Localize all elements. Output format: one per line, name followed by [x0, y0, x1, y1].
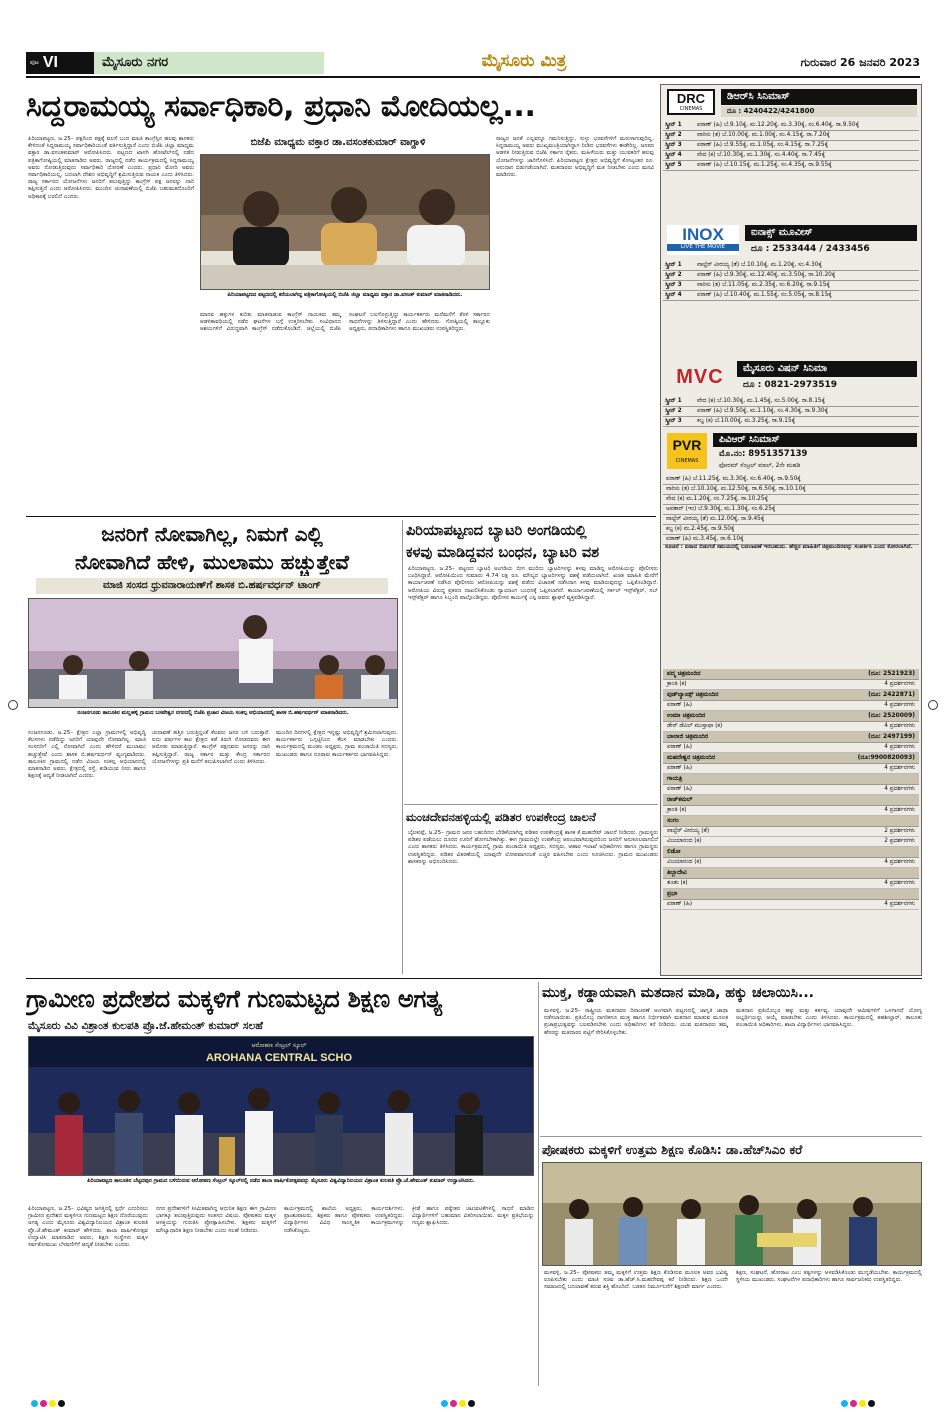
inox-schedule [663, 261, 919, 301]
pvr-row: ಕಬ್ಜ (ಕ) ಮ.2.45ಕ್ಕೆ, ರಾ.9.50ಕ್ಕೆ [663, 525, 919, 535]
page-label: ಪುಟ [30, 59, 39, 66]
theatre-header: ಪ್ರಭಾ [663, 889, 919, 900]
pvr-phone: ಮೊ.ನಂ: 8951357139 [719, 449, 808, 459]
issue-date: ಗುರುವಾರ 26 ಜನವರಿ 2023 [800, 56, 920, 69]
pvr-row: ಅವತಾರ್ (ಇಂ) ಬೆ.9.30ಕ್ಕೆ, ಮ.1.30ಕ್ಕೆ, ಸಂ.6.25ಕ್ಕೆ [663, 505, 919, 515]
inox-row: ಸ್ಕ್ರೀನ್ 4 ಪಠಾಣ್ (ಹಿ) ಬೆ.10.40ಕ್ಕೆ, ಮ.1.55ಕ್ಕೆ, ಸಂ.5.05ಕ್ಕೆ, ರಾ.8.15ಕ್ಕೆ [663, 291, 919, 301]
story1-body-right: ರಾಜ್ಯದ ಜನತೆ ಎಲ್ಲವನ್ನೂ ಗಮನಿಸುತ್ತಿದ್ದು, ಸುಳ್ಳು ಭರವಸೆಗಳಿಗೆ ಮರುಳಾಗುವುದಿಲ್ಲ. ಸಿದ್ದರಾಮಯ್ಯ ಅವರು ಮುಖ್ಯಮಂತ್ರಿಯಾಗಿದ್ದಾಗ ನೀಡಿದ ಭರವಸೆಗಳು ಈಡೇರಿಲ್ಲ. ಜನಪರ ಆಡಳಿತ ನೀಡುತ್ತಿರುವ ಬಿಜೆಪಿ ಸರ್ಕಾರ ರೈತರು, ಮಹಿಳೆಯರು ಮತ್ತು ಯುವಕರಿಗೆ ಹಲವು ಯೋಜನೆಗಳನ್ನು ಜಾರಿಗೊಳಿಸಿದೆ. ಪಿರಿಯಾಪಟ್ಟಣ ಕ್ಷೇತ್ರದ ಅಭಿವೃದ್ಧಿಗೆ ಕೋಟ್ಯಂತರ ರೂ. ಅನುದಾನ ಬಿಡುಗಡೆಯಾಗಿದೆ. ಮತದಾರರು ಅಭಿವೃದ್ಧಿಗೆ ಮತ ನೀಡಬೇಕು ಎಂದು ಮನವಿ ಮಾಡಿದರು. [496, 136, 654, 179]
theatre-row: ಪಠಾಣ್ (ಹಿ) 4 ಪ್ರದರ್ಶನಗಳು [663, 785, 919, 795]
theatre-header: ಪದ್ಮ ಚಿತ್ರಮಂದಿರ (ದೂ: 2521923) [663, 669, 919, 680]
story7-photo-art [543, 1163, 922, 1266]
vertical-divider-bottom [538, 982, 539, 1386]
mvc-row: ಸ್ಕ್ರೀನ್ 1 ವೇದ (ಕ) ಬೆ.10.30ಕ್ಕೆ, ಮ.1.45ಕ್ಕೆ, ಸಂ.5.00ಕ್ಕೆ, ರಾ.8.15ಕ್ಕೆ [663, 397, 919, 407]
inox-logo-text: INOX [682, 225, 724, 244]
pvr-logo-sub: CINEMAS [675, 458, 699, 464]
theatre-header: ತಿಬ್ಬಾದೇವಿ [663, 868, 919, 879]
divider-1 [26, 516, 656, 517]
story7-body-b: ಶಿಕ್ಷಣ, ಸಂಘಟನೆ, ಹೋರಾಟ ಎಂಬ ತತ್ವಗಳನ್ನು ಅಳವಡಿಸಿಕೊಂಡು ಮುನ್ನಡೆಯಬೇಕು. ಕಾರ್ಯಕ್ರಮದಲ್ಲಿ ಸ್ಥಳೀಯ ಮುಖಂಡರು, ಸಂಘಟನೆಗಳ ಪದಾಧಿಕಾರಿಗಳು ಹಾಗೂ ಸಾರ್ವಜನಿಕರು ಉಪಸ್ಥಿತರಿದ್ದರು. [736, 1270, 922, 1284]
theatre-header: ರಾಜ್‌ಕಮಲ್ [663, 795, 919, 806]
theatre-row: ಕ್ರಾಂತಿ (ಕ) 4 ಪ್ರದರ್ಶನಗಳು [663, 680, 919, 690]
color-bar-center [440, 1400, 476, 1410]
pvr-row: ವೇದ (ಕ) ಮ.1.20ಕ್ಕೆ, ಸಂ.7.25ಕ್ಕೆ, ರಾ.10.25ಕ್ಕೆ [663, 495, 919, 505]
theatre-row: ಪಠಾಣ್ (ಹಿ) 4 ಪ್ರದರ್ಶನಗಳು [663, 701, 919, 711]
drc-phone: ದೂ : 4240422/4241800 [721, 106, 917, 117]
drc-row: ಸ್ಕ್ರೀನ್ 4 ವೇದ (ಕ) ಬೆ.10.30ಕ್ಕೆ, ಮ.1.30ಕ್ಕೆ, ಸಂ.4.40ಕ್ಕೆ, ರಾ.7.45ಕ್ಕೆ [663, 151, 919, 161]
theatre-row: ವಿಜಯಾನಂದ (ಕ) 2 ಪ್ರದರ್ಶನಗಳು [663, 837, 919, 847]
story2-photo-art [29, 599, 398, 708]
registration-dot-yellow [459, 1400, 466, 1407]
story5-body-d: ಕ್ರೀಡೆ ಹಾಗೂ ಪಠ್ಯೇತರ ಚಟುವಟಿಕೆಗಳಲ್ಲಿ ಸಾಧನೆ ಮಾಡಿದ ವಿದ್ಯಾರ್ಥಿಗಳಿಗೆ ಬಹುಮಾನ ವಿತರಿಸಲಾಯಿತು. ಮಕ್ಕಳ ಪ್ರತಿಭೆಯನ್ನು ಗಣ್ಯರು ಶ್ಲಾಘಿಸಿದರು. [412, 1206, 534, 1227]
cinema-panel [660, 84, 922, 976]
story5-caption: ಪಿರಿಯಾಪಟ್ಟಣ ತಾಲೂಕಿನ ಬೆಟ್ಟದಪುರ ಗ್ರಾಮದ ಬಳಿಯಿರುವ ಆರೋಹಣ ಸೆಂಟ್ರಲ್ ಸ್ಕೂಲ್‌ನಲ್ಲಿ ನಡೆದ ಶಾಲಾ ವಾರ್ಷಿಕೋತ್ಸವವನ್ನು ಮೈಸೂರು ವಿಶ್ವವಿದ್ಯಾನಿಲಯದ ವಿಶ್ರಾಂತ ಕುಲಪತಿ ಪ್ರೊ.ಜೆ.ಹೇಮಂತ್ ಕುಮಾರ್ ಉದ್ಘಾಟಿಸಿದರು. [87, 1178, 475, 1184]
school-sign-small: ಆರೋಹಣ ಸೆಂಟ್ರಲ್ ಸ್ಕೂಲ್ [251, 1042, 307, 1049]
pvr-note: ಸೂಚನೆ : ಏನಾದ ಬಿಡುಗಡೆ ಸಮಯದಲ್ಲಿ ಬದಲಾವಣೆ ಇರಬಹುದು. ಹೆಚ್ಚಿನ ಮಾಹಿತಿಗೆ ಚಿತ್ರಮಂದಿರವನ್ನು ಸಂಪರ್ಕಿಸಿ ಎಂದು ಕೋರಲಾಗಿದೆ. [665, 544, 913, 550]
registration-dot-cyan [441, 1400, 448, 1407]
pvr-row: ಪಠಾಣ್ (ಹಿ) ಬೆ.11.25ಕ್ಕೆ, ಮ.3.30ಕ್ಕೆ, ಸಂ.6.40ಕ್ಕೆ, ರಾ.9.50ಕ್ಕೆ [663, 475, 919, 485]
theatre-row: ವಿಜಯಾನಂದ (ಕ) 4 ಪ್ರದರ್ಶನಗಳು [663, 858, 919, 868]
story5-subhead: ಮೈಸೂರು ವಿವಿ ವಿಶ್ರಾಂತ ಕುಲಪತಿ ಪ್ರೊ.ಜೆ.ಹೇಮಂತ್ ಕುಮಾರ್ ಸಲಹೆ [28, 1020, 263, 1032]
theatre-header: ಗಾಯತ್ರಿ [663, 774, 919, 785]
divider-story7 [540, 1136, 922, 1137]
drc-row: ಸ್ಕ್ರೀನ್ 3 ಪಠಾಣ್ (ಹಿ) ಬೆ.9.55ಕ್ಕೆ, ಮ.1.05ಕ್ಕೆ, ಸಂ.4.15ಕ್ಕೆ, ರಾ.7.25ಕ್ಕೆ [663, 141, 919, 151]
vertical-divider-mid [402, 520, 403, 974]
mvc-phone: ದೂ : 0821-2973519 [743, 380, 838, 390]
inox-row: ಸ್ಕ್ರೀನ್ 1 ವಾಲ್ಟೆರ್ ವೀರಯ್ಯ (ತೆ) ಬೆ.10.10ಕ್ಕೆ, ಮ.1.20ಕ್ಕೆ, ಸಂ.4.30ಕ್ಕೆ [663, 261, 919, 271]
registration-dot-black [58, 1400, 65, 1407]
story5-headline: ಗ್ರಾಮೀಣ ಪ್ರದೇಶದ ಮಕ್ಕಳಿಗೆ ಗುಣಮಟ್ಟದ ಶಿಕ್ಷಣ ಅಗತ್ಯ [26, 985, 442, 1013]
registration-dot-cyan [841, 1400, 848, 1407]
registration-mark-icon [928, 700, 938, 710]
registration-dot-yellow [49, 1400, 56, 1407]
registration-dot-black [868, 1400, 875, 1407]
registration-dot-magenta [450, 1400, 457, 1407]
theatre-row: ವಾಲ್ಟೆರ್ ವೀರಯ್ಯ (ತೆ) 2 ಪ್ರದರ್ಶನಗಳು [663, 827, 919, 837]
registration-dot-yellow [859, 1400, 866, 1407]
pvr-row: ವಾರಿಸು (ತ) ಬೆ.10.10ಕ್ಕೆ, ಮ.12.50ಕ್ಕೆ, ರಾ.6.50ಕ್ಕೆ, ರಾ.10.10ಕ್ಕೆ [663, 485, 919, 495]
inox-header [663, 223, 919, 259]
page-number: VI [42, 54, 58, 71]
story1-body-left: ಪಿರಿಯಾಪಟ್ಟಣ, ಜ.25– ಪಕ್ಷದಿಂದ ಪಕ್ಷಕ್ಕೆ ವಲಸೆ ಬಂದ ಮಾಜಿ ಕಾಂಗ್ರೆಸ್ಸಿನ ಹಲವು ಶಾಸಕರು ಕೇಳಿದಂತೆ ಸಿದ್ದರಾಮಯ್ಯ ಸರ್ವಾಧಿಕಾರಿಯಂತೆ ವರ್ತಿಸುತ್ತಿದ್ದಾರೆ ಎಂದು ಬಿಜೆಪಿ ಜಿಲ್ಲಾ ಮಾಧ್ಯಮ ವಕ್ತಾರ ಡಾ.ವಸಂತಕುಮಾರ್ ಆರೋಪಿಸಿದರು. ಪಟ್ಟಣದ ಖಾಸಗಿ ಹೋಟೆಲ್‌ನಲ್ಲಿ ನಡೆದ ಪತ್ರಿಕಾಗೋಷ್ಠಿಯಲ್ಲಿ ಮಾತನಾಡಿದ ಅವರು, ರಾಜ್ಯದಲ್ಲಿ ನಡೆದ ಕಾರ್ಯಕ್ರಮದಲ್ಲಿ ಸಿದ್ದರಾಮಯ್ಯ ಅವರು ನೋಡುತ್ತಿರುವುದು ಸರ್ವಾಧಿಕಾರಿ ಧೋರಣೆ ಎಂದರು. ಪ್ರಧಾನಿ ಮೋದಿ ಅವರು ಸರ್ವಾಧಿಕಾರಿಯಲ್ಲ, ಬದಲಾಗಿ ದೇಶದ ಅಭಿವೃದ್ಧಿಗೆ ಶ್ರಮಿಸುತ್ತಿರುವ ನಾಯಕ ಎಂದು ತಿಳಿಸಿದರು. ರಾಜ್ಯ ಸರ್ಕಾರದ ಯೋಜನೆಗಳು ಜನರಿಗೆ ತಲುಪುತ್ತಿದ್ದು ಕಾಂಗ್ರೆಸ್ ಪಕ್ಷ ಜನರನ್ನು ದಾರಿ ತಪ್ಪಿಸುತ್ತಿದೆ ಎಂದು ಆರೋಪಿಸಿದರು. ಮುಂದಿನ ಚುನಾವಣೆಯಲ್ಲಿ ಬಿಜೆಪಿ ಬಹುಮತದೊಂದಿಗೆ ಅಧಿಕಾರಕ್ಕೆ ಬರಲಿದೆ ಎಂದರು. [28, 136, 194, 200]
mvc-schedule [663, 397, 919, 427]
color-bar-left [30, 1400, 66, 1410]
story1-headline: ಸಿದ್ದರಾಮಯ್ಯ ಸರ್ವಾಧಿಕಾರಿ, ಪ್ರಧಾನಿ ಮೋದಿಯಲ್ಲ... [26, 89, 536, 124]
story3-headline-2: ಕಳವು ಮಾಡಿದ್ದವನ ಬಂಧನ, ಬ್ಯಾಟರಿ ವಶ [406, 545, 600, 561]
story5-body-c: ಕಾರ್ಯಕ್ರಮದಲ್ಲಿ ಶಾಲೆಯ ಅಧ್ಯಕ್ಷರು, ಕಾರ್ಯದರ್ಶಿಗಳು, ಪ್ರಾಂಶುಪಾಲರು, ಶಿಕ್ಷಕರು ಹಾಗೂ ಪೋಷಕರು ಉಪಸ್ಥಿತರಿದ್ದರು. ವಿದ್ಯಾರ್ಥಿಗಳು ವಿವಿಧ ಸಾಂಸ್ಕೃತಿಕ ಕಾರ್ಯಕ್ರಮಗಳನ್ನು ನಡೆಸಿಕೊಟ್ಟರು. [284, 1206, 404, 1234]
theatre-row: ಪಠಾಣ್ (ಹಿ) 4 ಪ್ರದರ್ಶನಗಳು [663, 743, 919, 753]
story2-body-b: ಚುನಾವಣೆ ಹತ್ತಿರ ಬರುತ್ತಿದ್ದಂತೆ ಕೆಲವರು ಜನರ ಬಳಿ ಬರುತ್ತಾರೆ. ಐದು ವರ್ಷಗಳ ಕಾಲ ಕ್ಷೇತ್ರದ ಕಡೆ ತಿರುಗಿ ನೋಡದವರು ಈಗ ಆರೋಪ ಮಾಡುತ್ತಿದ್ದಾರೆ. ಕಾಂಗ್ರೆಸ್ ಪಕ್ಷದವರು ಜನರನ್ನು ದಾರಿ ತಪ್ಪಿಸುತ್ತಿದ್ದಾರೆ. ರಾಜ್ಯ ಸರ್ಕಾರ ಮತ್ತು ಕೇಂದ್ರ ಸರ್ಕಾರದ ಯೋಜನೆಗಳನ್ನು ಪ್ರತಿ ಮನೆಗೆ ತಲುಪಿಸಲಾಗಿದೆ ಎಂದು ತಿಳಿಸಿದರು. [152, 730, 270, 765]
pvr-logo-text: PVR [672, 437, 702, 453]
registration-dot-magenta [40, 1400, 47, 1407]
story2-subhead: ಮಾಜಿ ಸಂಸದ ಧ್ರುವನಾರಾಯಣ್‌ಗೆ ಶಾಸಕ ಬಿ.ಹರ್ಷವರ್ಧನ್ ಟಾಂಗ್ [36, 578, 388, 594]
theatre-header: ಸಂಗಂ [663, 816, 919, 827]
story2-photo [28, 598, 398, 708]
pvr-name: ಪಿವಿಆರ್ ಸಿನಿಮಾಸ್ [713, 433, 917, 447]
registration-dot-cyan [31, 1400, 38, 1407]
story6-body-a: ಮಳವಳ್ಳಿ, ಜ.25– ರಾಷ್ಟ್ರೀಯ ಮತದಾರರ ದಿನಾಚರಣೆ ಅಂಗವಾಗಿ ಪಟ್ಟಣದಲ್ಲಿ ಜಾಗೃತಿ ಜಾಥಾ ನಡೆಸಲಾಯಿತು. ಪ್ರತಿಯೊಬ್ಬ ನಾಗರಿಕನೂ ಮುಕ್ತ ಹಾಗೂ ನಿರ್ಭೀತವಾಗಿ ಮತದಾನ ಮಾಡುವ ಮೂಲಕ ಪ್ರಜಾಪ್ರಭುತ್ವವನ್ನು ಬಲಪಡಿಸಬೇಕು ಎಂದು ಅಧಿಕಾರಿಗಳು ಕರೆ ನೀಡಿದರು. ಯುವ ಮತದಾರರು ತಮ್ಮ ಹೆಸರನ್ನು ಮತದಾರರ ಪಟ್ಟಿಗೆ ಸೇರಿಸಿಕೊಳ್ಳಬೇಕು. [544, 1008, 728, 1036]
drc-logo [667, 89, 715, 115]
story2-body-c: ಮುಂದಿನ ದಿನಗಳಲ್ಲಿ ಕ್ಷೇತ್ರದ ಇನ್ನಷ್ಟು ಅಭಿವೃದ್ಧಿಗೆ ಶ್ರಮಿಸಲಾಗುವುದು. ಕಾರ್ಯಕರ್ತರು ಒಗ್ಗಟ್ಟಿನಿಂದ ಕೆಲಸ ಮಾಡಬೇಕು ಎಂದರು. ಕಾರ್ಯಕ್ರಮದಲ್ಲಿ ಮಂಡಲ ಅಧ್ಯಕ್ಷರು, ಗ್ರಾಮ ಪಂಚಾಯಿತಿ ಸದಸ್ಯರು, ಮುಖಂಡರು ಹಾಗೂ ನೂರಾರು ಕಾರ್ಯಕರ್ತರು ಭಾಗವಹಿಸಿದ್ದರು. [276, 730, 398, 758]
story1-caption: ಪಿರಿಯಾಪಟ್ಟಣದ ಪಟ್ಟಣದಲ್ಲಿ ಕರೆಯಲಾಗಿದ್ದ ಪತ್ರಿಕಾಗೋಷ್ಠಿಯಲ್ಲಿ ಬಿಜೆಪಿ ಜಿಲ್ಲಾ ಮಾಧ್ಯಮ ವಕ್ತಾರ ಡಾ.ವಸಂತ್ ಕುಮಾರ್ ಮಾತನಾಡಿದರು. [227, 292, 463, 298]
story2-caption: ನಂಜನಗೂಡು ತಾಲೂಕಿನ ಮಲ್ಲಹಳ್ಳಿ ಗ್ರಾಮದ ಬಸವೇಶ್ವರ ನಗರದಲ್ಲಿ ಬಿಜೆಪಿ ಪ್ರಚಾರ ವಿಜಯ ಸಂಕಲ್ಪ ಅಭಿಯಾನದಲ್ಲಿ ಶಾಸಕ ಬಿ.ಹರ್ಷವರ್ಧನ್ ಮಾತನಾಡಿದರು. [77, 710, 349, 716]
masthead [26, 48, 920, 78]
theatre-header: ವುಡ್‌ಲ್ಯಾಂಡ್ಸ್ ಚಿತ್ರಮಂದಿರ (ದೂ: 2422871) [663, 690, 919, 701]
story2-headline-2: ನೋವಾಗಿದೆ ಹೇಳಿ, ಮುಲಾಮು ಹಚ್ಚುತ್ತೇವೆ [75, 550, 349, 574]
drc-schedule [663, 121, 919, 171]
color-bar-right [840, 1400, 876, 1410]
story1-subhead: ಬಿಜೆಪಿ ಮಾಧ್ಯಮ ವಕ್ತಾರ ಡಾ.ವಸಂತಕುಮಾರ್ ವಾಗ್ದಾಳಿ [250, 137, 426, 148]
inox-tagline: LIVE THE MOVIE [667, 244, 739, 251]
inox-logo [667, 225, 739, 255]
story5-body-a: ಪಿರಿಯಾಪಟ್ಟಣ, ಜ.25– ಭವಿಷ್ಯದ ಜಗತ್ತಿನಲ್ಲಿ ಸ್ಪರ್ಧೆ ಎದುರಿಸಲು ಗ್ರಾಮೀಣ ಪ್ರದೇಶದ ಮಕ್ಕಳಿಗೂ ಗುಣಮಟ್ಟದ ಶಿಕ್ಷಣ ದೊರೆಯುವುದು ಅಗತ್ಯ ಎಂದು ಮೈಸೂರು ವಿಶ್ವವಿದ್ಯಾನಿಲಯದ ವಿಶ್ರಾಂತ ಕುಲಪತಿ ಪ್ರೊ.ಜೆ.ಹೇಮಂತ್ ಕುಮಾರ್ ಹೇಳಿದರು. ಶಾಲಾ ವಾರ್ಷಿಕೋತ್ಸವ ಉದ್ಘಾಟಿಸಿ ಮಾತನಾಡಿದ ಅವರು, ಶಿಕ್ಷಣ ಸಂಸ್ಥೆಗಳು ಮಕ್ಕಳ ಸರ್ವತೋಮುಖ ಬೆಳವಣಿಗೆಗೆ ಆದ್ಯತೆ ನೀಡಬೇಕು ಎಂದರು. [28, 1206, 148, 1249]
story7-headline: ಪೋಷಕರು ಮಕ್ಕಳಿಗೆ ಉತ್ತಮ ಶಿಕ್ಷಣ ಕೊಡಿಸಿ: ಡಾ.ಹೆಚ್‌ಸಿಎಂ ಕರೆ [542, 1142, 803, 1157]
story5-body-b: ನಗರ ಪ್ರದೇಶಗಳಿಗೆ ಸೀಮಿತವಾಗಿದ್ದ ಆಧುನಿಕ ಶಿಕ್ಷಣ ಈಗ ಗ್ರಾಮೀಣ ಭಾಗಕ್ಕೂ ತಲುಪುತ್ತಿರುವುದು ಸಂತಸದ ವಿಷಯ. ಪೋಷಕರು ಮಕ್ಕಳ ಆಸಕ್ತಿಯನ್ನು ಗುರುತಿಸಿ ಪ್ರೋತ್ಸಾಹಿಸಬೇಕು. ಶಿಕ್ಷಕರು ಮಕ್ಕಳಿಗೆ ಮೌಲ್ಯಾಧಾರಿತ ಶಿಕ್ಷಣ ನೀಡಬೇಕು ಎಂದು ಸಲಹೆ ನೀಡಿದರು. [156, 1206, 276, 1234]
theatre-header: ಮಹದೇಶ್ವರ ಚಿತ್ರಮಂದಿರ (ದೂ:9900820093) [663, 753, 919, 764]
registration-dot-black [468, 1400, 475, 1407]
story6-headline: ಮುಕ್ತ, ಕಡ್ಡಾಯವಾಗಿ ಮತದಾನ ಮಾಡಿ, ಹಕ್ಕು ಚಲಾಯಿಸಿ... [542, 985, 814, 1001]
story5-photo [28, 1036, 534, 1176]
inox-name: ಐನಾಕ್ಸ್ ಮೂವೀಸ್ [745, 225, 917, 241]
story1-body-mid: ಮಾನವ ಹಕ್ಕುಗಳ ಕುರಿತು ಮಾತನಾಡುವ ಕಾಂಗ್ರೆಸ್ ನಾಯಕರು ತಮ್ಮ ಆಡಳಿತಾವಧಿಯಲ್ಲಿ ನಡೆದ ಘಟನೆಗಳ ಬಗ್ಗೆ ಉತ್ತರಿಸಬೇಕು. ಸಂವಿಧಾನದ ಆಶಯಗಳಿಗೆ ವಿರುದ್ಧವಾಗಿ ಕಾಂಗ್ರೆಸ್ ನಡೆದುಕೊಂಡಿದೆ. ಜಿಲ್ಲೆಯಲ್ಲಿ ಬಿಜೆಪಿ ಸಂಘಟನೆ ಬಲಗೊಳ್ಳುತ್ತಿದ್ದು ಕಾರ್ಯಕರ್ತರು ಮನೆಮನೆಗೆ ತೆರಳಿ ಸರ್ಕಾರದ ಸಾಧನೆಗಳನ್ನು ತಿಳಿಸುತ್ತಿದ್ದಾರೆ ಎಂದು ಹೇಳಿದರು. ಗೋಷ್ಠಿಯಲ್ಲಿ ತಾಲ್ಲೂಕು ಅಧ್ಯಕ್ಷರು, ಪದಾಧಿಕಾರಿಗಳು ಹಾಗೂ ಮುಖಂಡರು ಉಪಸ್ಥಿತರಿದ್ದರು. [200, 312, 490, 333]
section-title: ಮೈಸೂರು ನಗರ [94, 52, 324, 74]
story4-body: ಬೈಲಕುಪ್ಪೆ, ಜ.25– ಗ್ರಾಮದ ಜನರ ಬಹುದಿನದ ಬೇಡಿಕೆಯಾಗಿದ್ದ ಪಡಿತರ ಉಪಕೇಂದ್ರಕ್ಕೆ ಶಾಸಕ ಕೆ.ಮಹದೇವ್ ಚಾಲನೆ ನೀಡಿದರು. ಗ್ರಾಮಸ್ಥರು ಪಡಿತರ ಪಡೆಯಲು ದೂರದ ಊರಿಗೆ ಹೋಗಬೇಕಾಗಿತ್ತು. ಈಗ ಗ್ರಾಮದಲ್ಲೇ ಉಪಕೇಂದ್ರ ಆರಂಭವಾಗಿರುವುದರಿಂದ ಜನರಿಗೆ ಅನುಕೂಲವಾಗಲಿದೆ ಎಂದು ಶಾಸಕರು ತಿಳಿಸಿದರು. ಕಾರ್ಯಕ್ರಮದಲ್ಲಿ ಗ್ರಾಮ ಪಂಚಾಯಿತಿ ಅಧ್ಯಕ್ಷರು, ಸದಸ್ಯರು, ಆಹಾರ ಇಲಾಖೆ ಅಧಿಕಾರಿಗಳು ಹಾಗೂ ಗ್ರಾಮಸ್ಥರು ಉಪಸ್ಥಿತರಿದ್ದರು. ಪಡಿತರ ವಿತರಣೆಯಲ್ಲಿ ಯಾವುದೇ ಲೋಪವಾಗದಂತೆ ಎಚ್ಚರ ವಹಿಸಬೇಕು ಎಂದು ಸೂಚಿಸಿದರು. ಗ್ರಾಮದ ಮುಖಂಡರು ಶಾಸಕರನ್ನು ಅಭಿನಂದಿಸಿದರು. [408, 830, 658, 865]
mvc-row: ಸ್ಕ್ರೀನ್ 2 ಪಠಾಣ್ (ಹಿ) ಬೆ.9.50ಕ್ಕೆ, ಮ.1.10ಕ್ಕೆ, ಸಂ.4.30ಕ್ಕೆ, ರಾ.9.30ಕ್ಕೆ [663, 407, 919, 417]
theatres-list [663, 669, 919, 910]
pvr-header [663, 431, 919, 473]
inox-phone: ದೂ : 2533444 / 2433456 [751, 244, 870, 254]
registration-mark-icon [8, 700, 18, 710]
theatre-row: ಕ್ರಾಂತಿ (ಕ) 4 ಪ್ರದರ್ಶನಗಳು [663, 806, 919, 816]
theatre-row: ತೂತು (ಕ) 4 ಪ್ರದರ್ಶನಗಳು [663, 879, 919, 889]
story7-body-a: ಮಳವಳ್ಳಿ, ಜ.25– ಪೋಷಕರು ತಮ್ಮ ಮಕ್ಕಳಿಗೆ ಉತ್ತಮ ಶಿಕ್ಷಣ ಕೊಡಿಸುವ ಮೂಲಕ ಅವರ ಭವಿಷ್ಯ ರೂಪಿಸಬೇಕು ಎಂದು ಮಾಜಿ ಸಚಿವ ಡಾ.ಹೆಚ್.ಸಿ.ಮಹದೇವಪ್ಪ ಕರೆ ನೀಡಿದರು. ಶಿಕ್ಷಣ ಒಂದೇ ಸಮಾಜದಲ್ಲಿ ಬದಲಾವಣೆ ತರುವ ಶಕ್ತಿ ಹೊಂದಿದೆ. ಬಡತನ ನಿರ್ಮೂಲನೆಗೆ ಶಿಕ್ಷಣವೇ ಮಾರ್ಗ ಎಂದರು. [544, 1270, 728, 1291]
pvr-address: ಫೋರಮ್ ಸೆಂಟ್ರಲ್ ಮಾಲ್, 2ನೇ ಮಹಡಿ [719, 462, 801, 469]
story2-body-a: ನಂಜನಗೂಡು, ಜ.25– ಕ್ಷೇತ್ರದ ಎಲ್ಲಾ ಗ್ರಾಮಗಳಲ್ಲಿ ಅಭಿವೃದ್ಧಿ ಕೆಲಸಗಳು ನಡೆದಿದ್ದು ಜನರಿಗೆ ಯಾವುದೇ ನೋವಾಗಿಲ್ಲ. ಮಾಜಿ ಸಂಸದರಿಗೆ ಎಲ್ಲಿ ನೋವಾಗಿದೆ ಎಂದು ಹೇಳಿದರೆ ಮುಲಾಮು ಹಚ್ಚುತ್ತೇವೆ ಎಂದು ಶಾಸಕ ಬಿ.ಹರ್ಷವರ್ಧನ್ ವ್ಯಂಗ್ಯವಾಡಿದರು. ತಾಲೂಕಿನ ಗ್ರಾಮದಲ್ಲಿ ನಡೆದ ವಿಜಯ ಸಂಕಲ್ಪ ಅಭಿಯಾನದಲ್ಲಿ ಮಾತನಾಡಿದ ಅವರು, ಕ್ಷೇತ್ರದಲ್ಲಿ ರಸ್ತೆ, ಕುಡಿಯುವ ನೀರು ಹಾಗೂ ಶಿಕ್ಷಣಕ್ಕೆ ಆದ್ಯತೆ ನೀಡಲಾಗಿದೆ ಎಂದರು. [28, 730, 146, 780]
registration-dot-magenta [850, 1400, 857, 1407]
theatre-row: ಡೇರ್ ಡೆವಿಲ್ ಮುಸ್ತಾಫಾ (ಕ) 4 ಪ್ರದರ್ಶನಗಳು [663, 722, 919, 732]
drc-header [663, 87, 919, 119]
divider-2 [26, 978, 922, 979]
story3-body: ಪಿರಿಯಾಪಟ್ಟಣ, ಜ.25– ಪಟ್ಟಣದ ಬ್ಯಾಟರಿ ಅಂಗಡಿಯ ಬೀಗ ಮುರಿದು ಬ್ಯಾಟರಿಗಳನ್ನು ಕಳವು ಮಾಡಿದ್ದ ಆರೋಪಿಯನ್ನು ಪೊಲೀಸರು ಬಂಧಿಸಿದ್ದಾರೆ. ಆರೋಪಿಯಿಂದ ಸುಮಾರು 4.74 ಲಕ್ಷ ರೂ. ಮೌಲ್ಯದ ಬ್ಯಾಟರಿಗಳನ್ನು ವಶಕ್ಕೆ ಪಡೆಯಲಾಗಿದೆ. ಖಚಿತ ಮಾಹಿತಿ ಮೇರೆಗೆ ಕಾರ್ಯಾಚರಣೆ ನಡೆಸಿದ ಪೊಲೀಸರು ಆರೋಪಿಯನ್ನು ವಶಕ್ಕೆ ಪಡೆದು ವಿಚಾರಣೆ ನಡೆಸಿದಾಗ ಕಳವು ಮಾಡಿರುವುದನ್ನು ಒಪ್ಪಿಕೊಂಡಿದ್ದಾನೆ. ಆರೋಪಿಯ ವಿರುದ್ಧ ಪ್ರಕರಣ ದಾಖಲಿಸಿಕೊಂಡು ನ್ಯಾಯಾಂಗ ಬಂಧನಕ್ಕೆ ಒಪ್ಪಿಸಲಾಗಿದೆ. ಕಾರ್ಯಾಚರಣೆಯಲ್ಲಿ ಸರ್ಕಲ್ ಇನ್ಸ್‌ಪೆಕ್ಟರ್, ಸಬ್ ಇನ್ಸ್‌ಪೆಕ್ಟರ್ ಹಾಗೂ ಸಿಬ್ಬಂದಿ ಪಾಲ್ಗೊಂಡಿದ್ದರು. ಪೊಲೀಸರ ಕಾರ್ಯಕ್ಕೆ ಎಸ್ಪಿ ಅವರು ಶ್ಲಾಘನೆ ವ್ಯಕ್ತಪಡಿಸಿದ್ದಾರೆ. [408, 566, 658, 601]
drc-row: ಸ್ಕ್ರೀನ್ 5 ಪಠಾಣ್ (ಹಿ) ಬೆ.10.15ಕ್ಕೆ, ಮ.1.25ಕ್ಕೆ, ಸಂ.4.35ಕ್ಕೆ, ರಾ.9.55ಕ್ಕೆ [663, 161, 919, 171]
mvc-row: ಸ್ಕ್ರೀನ್ 3 ಕಬ್ಜ (ಕ) ಬೆ.10.00ಕ್ಕೆ, ಮ.3.25ಕ್ಕೆ, ರಾ.9.15ಕ್ಕೆ [663, 417, 919, 427]
pvr-row: ವಾಲ್ಟೆರ್ ವೀರಯ್ಯ (ತೆ) ಮ.12.00ಕ್ಕೆ, ರಾ.9.45ಕ್ಕೆ [663, 515, 919, 525]
school-sign: AROHANA CENTRAL SCHO [205, 1052, 353, 1064]
pvr-schedule [663, 475, 919, 545]
theatre-header: ಬಾಲಾಜಿ ಚಿತ್ರಮಂದಿರ (ದೂ: 2497199) [663, 732, 919, 743]
inox-row: ಸ್ಕ್ರೀನ್ 2 ಪಠಾಣ್ (ಹಿ) ಬೆ.9.30ಕ್ಕೆ, ಮ.12.40ಕ್ಕೆ, ಮ.3.50ಕ್ಕೆ, ರಾ.10.20ಕ್ಕೆ [663, 271, 919, 281]
pvr-logo [667, 433, 707, 469]
drc-name: ಡಿಆರ್‌ಸಿ ಸಿನಿಮಾಸ್ [721, 89, 917, 105]
drc-logo-sub: CINEMAS [679, 106, 703, 112]
divider-story4 [404, 804, 658, 805]
story1-photo [200, 154, 490, 290]
story6-body-b: ಮತದಾನ ಪ್ರತಿಯೊಬ್ಬರ ಹಕ್ಕು ಮತ್ತು ಕರ್ತವ್ಯ. ಯಾವುದೇ ಆಮಿಷಗಳಿಗೆ ಒಳಗಾಗದೆ ಯೋಗ್ಯ ಅಭ್ಯರ್ಥಿಯನ್ನು ಆಯ್ಕೆ ಮಾಡಬೇಕು ಎಂದು ತಿಳಿಸಿದರು. ಕಾರ್ಯಕ್ರಮದಲ್ಲಿ ತಹಶೀಲ್ದಾರ್, ತಾಲೂಕು ಪಂಚಾಯಿತಿ ಅಧಿಕಾರಿಗಳು, ಶಾಲಾ ವಿದ್ಯಾರ್ಥಿಗಳು ಭಾಗವಹಿಸಿದ್ದರು. [736, 1008, 922, 1029]
story4-headline: ಮಂಚದೇವನಹಳ್ಳಿಯಲ್ಲಿ ಪಡಿತರ ಉಪಕೇಂದ್ರ ಚಾಲನೆ [406, 810, 596, 824]
story3-headline-1: ಪಿರಿಯಾಪಟ್ಟಣದ ಬ್ಯಾಟರಿ ಅಂಗಡಿಯಲ್ಲಿ [406, 523, 587, 539]
mvc-header [663, 359, 919, 395]
pvr-row: ಪಠಾಣ್ (ಹಿ) ಮ.3.45ಕ್ಕೆ, ರಾ.6.10ಕ್ಕೆ [663, 535, 919, 545]
masthead-rule [26, 76, 920, 78]
inox-row: ಸ್ಕ್ರೀನ್ 3 ವಾರಿಸು (ತ) ಬೆ.11.05ಕ್ಕೆ, ಮ.2.35ಕ್ಕೆ, ಸಂ.6.20ಕ್ಕೆ, ರಾ.9.15ಕ್ಕೆ [663, 281, 919, 291]
page-number-box [26, 52, 94, 74]
drc-row: ಸ್ಕ್ರೀನ್ 1 ಪಠಾಣ್ (ಹಿ) ಬೆ.9.10ಕ್ಕೆ, ಮ.12.20ಕ್ಕೆ, ಮ.3.30ಕ್ಕೆ, ಸಂ.6.40ಕ್ಕೆ, ರಾ.9.50ಕ್ಕೆ [663, 121, 919, 131]
mvc-logo: MVC [676, 366, 724, 388]
paper-name: ಮೈಸೂರು ಮಿತ್ರ [481, 51, 567, 71]
theatre-row: ಪಠಾಣ್ (ಹಿ) 4 ಪ್ರದರ್ಶನಗಳು [663, 900, 919, 910]
drc-row: ಸ್ಕ್ರೀನ್ 2 ವಾರಿಸು (ತ) ಬೆ.10.00ಕ್ಕೆ, ಮ.1.00ಕ್ಕೆ, ಸಂ.4.15ಕ್ಕೆ, ರಾ.7.20ಕ್ಕೆ [663, 131, 919, 141]
story7-photo [542, 1162, 922, 1266]
story1-photo-art [201, 155, 490, 290]
theatre-row: ಪಠಾಣ್ (ಹಿ) 4 ಪ್ರದರ್ಶನಗಳು [663, 764, 919, 774]
story2-headline-1: ಜನರಿಗೆ ನೋವಾಗಿಲ್ಲ, ನಿಮಗೆ ಎಲ್ಲಿ [101, 522, 323, 546]
drc-logo-text: DRC [676, 91, 706, 106]
mvc-name: ಮೈಸೂರು ವಿಷನ್ ಸಿನಿಮಾ [737, 361, 917, 377]
theatre-header: ಲಿಡೋ [663, 847, 919, 858]
theatre-header: ಉಮಾ ಚಿತ್ರಮಂದಿರ (ದೂ: 2520009) [663, 711, 919, 722]
